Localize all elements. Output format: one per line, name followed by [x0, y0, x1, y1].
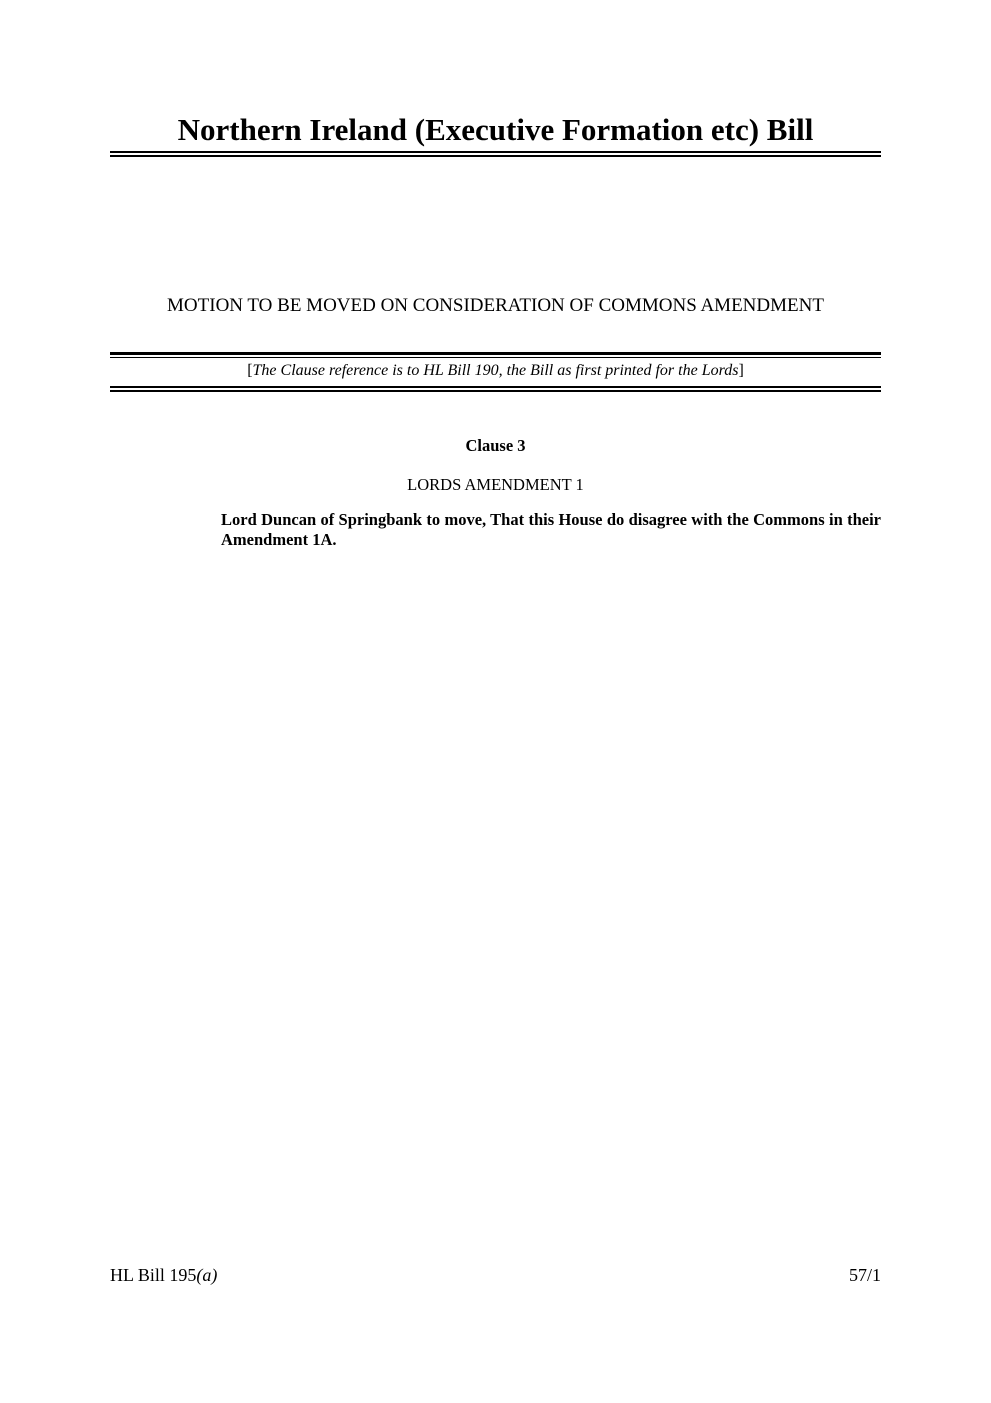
reference-text: The Clause reference is to HL Bill 190, the Bill as first printed for the Lords	[252, 362, 739, 379]
footer-bill-label: HL Bill 195	[110, 1265, 197, 1285]
amendment-heading: LORDS AMENDMENT 1	[407, 475, 584, 494]
footer-bill-suffix: (a)	[196, 1265, 218, 1285]
reference-close-bracket: ]	[738, 362, 744, 379]
footer-page-ref: 57/1	[848, 1265, 881, 1285]
title-double-rule	[110, 151, 881, 157]
motion-text: Lord Duncan of Springbank to move, That this House do disagree with the Commons in their Amendment 1A.	[221, 510, 881, 549]
clause-heading: Clause 3	[465, 436, 526, 455]
reference-top-rule	[110, 352, 881, 358]
footer-bill-number	[110, 1264, 217, 1286]
reference-bottom-rule	[110, 386, 881, 392]
motion-heading: MOTION TO BE MOVED ON CONSIDERATION OF COMMONS AMENDMENT	[167, 295, 824, 316]
clause-reference-note	[110, 361, 881, 381]
reference-open-bracket: [	[247, 362, 253, 379]
bill-title: Northern Ireland (Executive Formation etc) Bill	[177, 112, 814, 147]
